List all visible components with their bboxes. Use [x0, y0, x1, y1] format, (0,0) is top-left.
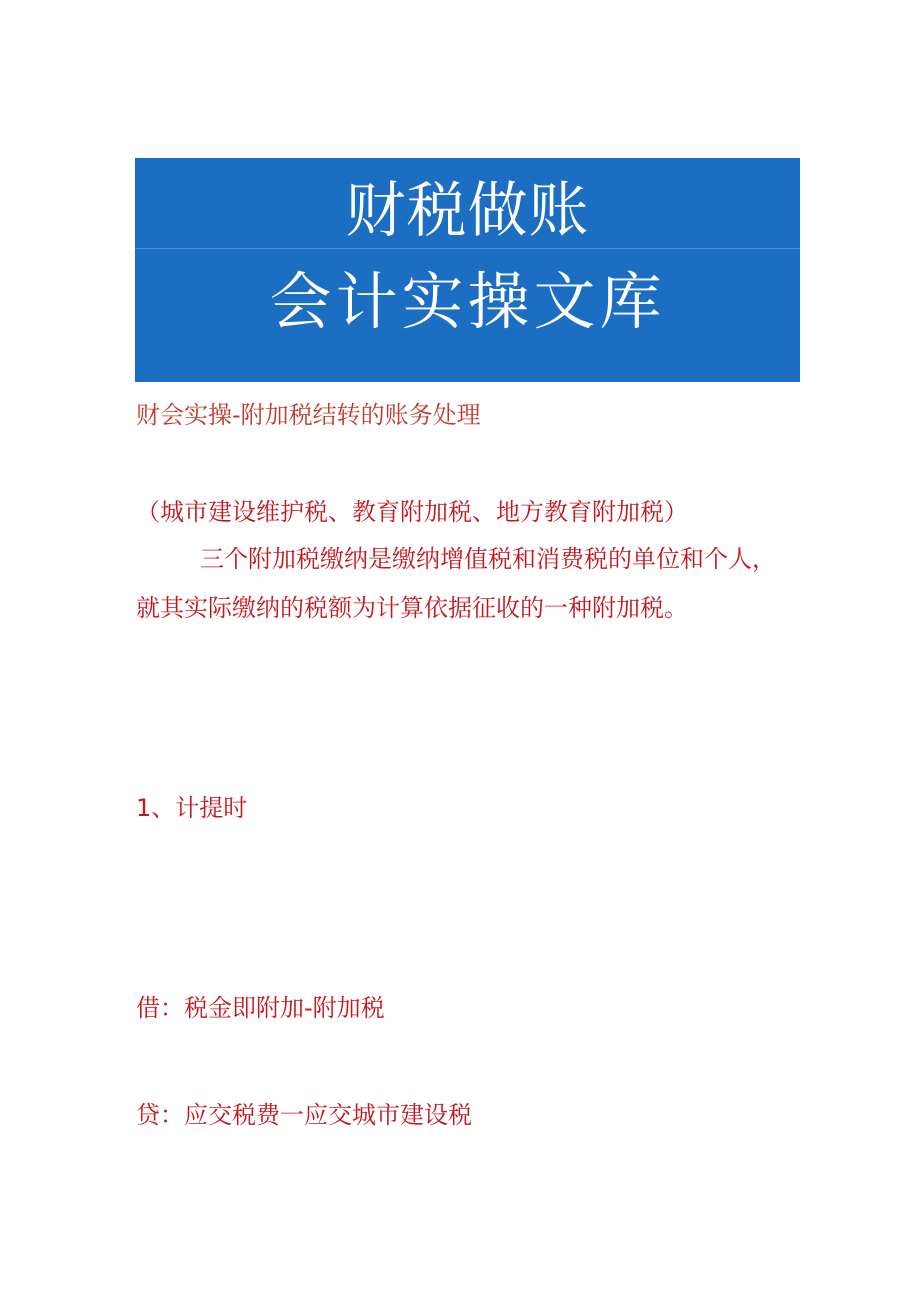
step-heading-accrual: 1、计提时 [136, 794, 248, 822]
journal-entry-debit: 借：税金即附加-附加税 [136, 994, 385, 1022]
banner-divider [135, 248, 800, 249]
description-line-2: 就其实际缴纳的税额为计算依据征收的一种附加税。 [136, 594, 688, 622]
document-title: 财会实操-附加税结转的账务处理 [136, 401, 481, 429]
tax-scope-text: （城市建设维护税、教育附加税、地方教育附加税） [136, 498, 688, 526]
journal-entry-credit: 贷：应交税费一应交城市建设税 [136, 1101, 472, 1129]
header-banner [135, 158, 800, 382]
description-line-1: 三个附加税缴纳是缴纳增值税和消费税的单位和个人， [200, 545, 776, 573]
banner-title-line1: 财税做账 [345, 176, 590, 246]
banner-title-line2: 会计实操文库 [269, 265, 666, 338]
